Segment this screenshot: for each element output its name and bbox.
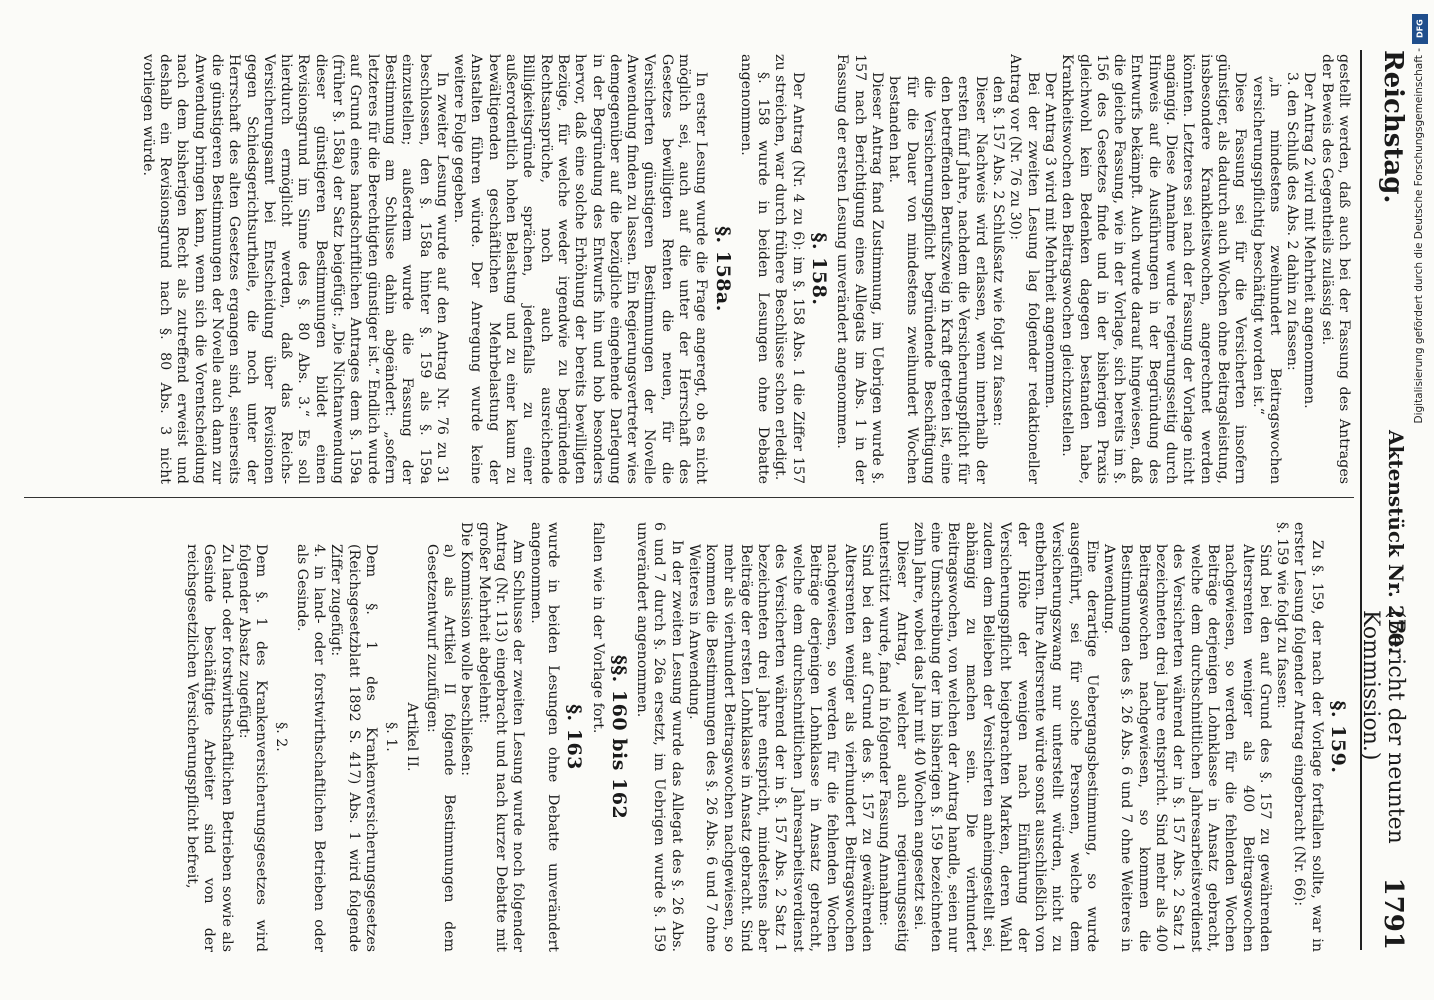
paragraph: wurde in beiden Lesungen ohne Debatte unverändert angenommen. — [527, 522, 561, 952]
quote: Dieser Nachweis wird erlassen, wenn innerhalb der ersten fünf Jahre, nachdem die Versicherungspflicht für den betreffenden Berufszweig in Kraft getreten ist, eine die Versicherungspflicht begründende Beschäftigung für die Dauer von mindestens zweihundert Wochen bestanden hat. — [886, 76, 989, 484]
paragraph: fallen wie in der Vorlage fort. — [589, 522, 606, 734]
digitization-credit — [1410, 8, 1432, 658]
header-rule — [1360, 50, 1362, 950]
paragraph: §. 159 wie folgt zu fassen: — [1274, 522, 1291, 709]
right-column — [32, 522, 1352, 952]
quote: Sind bei den auf Grund des §. 157 zu gewährenden Altersrenten weniger als vierhundert Beitragswochen nachgewiesen, so werden für die fehlenden Wochen Beiträge derjenigen Lohnklasse in Ansatz gebracht, welche dem durchschnittlichen Jahresarbeitsverdienst des Versicherten während der in §. 157 Abs. 2 Satz 1 bezeichneten drei Jahre entspricht, mindestens aber Beiträge der ersten Lohnklasse in Ansatz gebracht. Sind mehr als vierhundert Beitragswochen nachgewiesen, so kommen die Bestimmungen des §. 26 Abs. 6 und 7 ohne Weiteres in Anwendung. — [686, 544, 875, 952]
header-commission: (Bericht der neunten Kommission.) — [1358, 610, 1408, 844]
paragraph: Dem §. 1 des Krankenversicherungsgesetzes wird folgender Absatz zugefügt: — [235, 544, 270, 952]
paragraph: 3. den Schluß des Abs. 2 dahin zu fassen: — [1284, 72, 1301, 371]
paragraph: Bei der zweiten Lesung lag folgender redaktioneller Antrag vor (Nr. 76 zu 30): — [1007, 54, 1041, 484]
paragraph: Die Kommission wolle beschließen: — [458, 522, 475, 777]
quote: Sind bei den auf Grund des §. 157 zu gewährenden Altersrenten weniger als 400 Beitragswochen nachgewiesen, so werden für die fehlenden Wochen Beiträge derjenigen Lohnklasse in Ansatz gebracht, welche dem durchschnittlichen Jahresarbeitsverdienst des Versicherten während der in §. 157 Abs. 2 Satz 1 bezeichneten drei Jahre entspricht. Sind mehr als 400 Beitragswochen nachgewiesen, so kommen die Bestimmungen des §. 26 Abs. 6 und 7 ohne Weiteres in Anwendung. — [1101, 544, 1273, 952]
header-left: Reichstag. — [1378, 50, 1408, 204]
paragraph: Der Antrag 2 wird mit Mehrheit angenommen. — [1301, 72, 1318, 409]
paragraph: Der Antrag (Nr. 4 zu 6): im §. 158 Abs. 1 die Ziffer 157 zu streichen, war durch frühere Beschlüsse schon erledigt. — [772, 54, 806, 484]
paragraph: In zweiter Lesung wurde auf den Antrag Nr. 76 zu 31 beschlossen, den §. 158a hinter §. 159 als §. 159a einzustellen; außerdem wurde die Fassung der Bestimmung am Schlusse dahin abgeändert: „sofern letzteres für die Berechtigten günstiger ist.“ Endlich wurde auf Grund eines handschriftlichen Antrages dem §. 159a (früher §. 158a) der Satz beigefügt: „Die Nichtanwendung dieser günstigeren Bestimmungen bildet einen Revisionsgrund im Sinne des §. 80 Abs. 3.“ Es soll hierdurch ermöglicht werden, daß das Reichs-Versicherungsamt bei Entscheidung über Revisionen gegen Schiedsgerichtsurtheile, die noch unter der Herrschaft des alten Gesetzes ergangen sind, seinerseits die günstigeren Bestimmungen der Novelle auch dann zur Anwendung bringen kann, wenn sich die Vorentscheidung nach dem bisherigen Recht als zutreffend erweist und deshalb ein Revisionsgrund nach §. 80 Abs. 3 nicht vorliegen würde. — [139, 54, 450, 484]
header-document-number: Aktenstück Nr. 270. — [1384, 430, 1408, 654]
paragraph: Dieser Antrag fand Zustimmung, im Uebrigen wurde §. 157 nach Berichtigung eines Allegats im Abs. 1 in der Fassung der ersten Lesung unverändert angenommen. — [834, 54, 885, 484]
paragraph: a) als Artikel II folgende Bestimmungen dem Gesetzentwurf zuzufügen: — [423, 544, 458, 952]
credit-text: Digitalisierung gefördert durch die Deutsche Forschungsgemeinschaft - — [1413, 48, 1425, 424]
paragraph: Zu land- oder forstwirthschaftlichen Betrieben sowie als Gesinde beschäftigte Arbeiter sind von der reichsgesetzlichen Versicherungspflicht befreit, — [184, 544, 235, 952]
paragraph: Eine derartige Uebergangsbestimmung, so wurde ausgeführt, sei für solche Personen, welche dem Versicherungszwang nur unterstellt würden, nicht zu entbehren. Ihre Altersrente würde sonst ausschließlich von der Höhe der wenigen nach Einführung der Versicherungspflicht beigebrachten Marken, deren Wahl zudem dem Belieben der Versicherten anheimgestellt sei, abhängig zu machen sein. Die vierhundert Beitragswochen, von welchen der Antrag handle, seien nur eine Umschreibung der im bisherigen §. 159 bezeichneten zehn Jahre, wobei das Jahr mit 40 Wochen angesetzt sei. — [910, 522, 1100, 952]
section-heading: §. 163 — [563, 704, 586, 770]
paragraph: Diese Fassung sei für die Versicherten insofern günstiger, als dadurch auch Wochen ohne Beitragsleistung, insbesondere Krankheitswochen, angerechnet werden könnten. Letzteres sei nach der Fassung der Vorlage nicht angängig. Diese Annahme wurde regierungsseitig durch Hinweis auf die Ausführungen in der Begründung des Entwurfs bekämpft. Auch wurde darauf hingewiesen, daß die gleiche Fassung, wie in der Vorlage, sich bereits im §. 156 des Gesetzes finde und in der bisherigen Praxis gleichwohl kein Bedenken dagegen bestanden habe, Krankheitswochen den Beitragswochen gleichzustellen. — [1059, 54, 1249, 484]
paragraph: Zu §. 159, der nach der Vorlage fortfallen sollte, war in erster Lesung folgender Antrag eingebracht (Nr. 66): — [1291, 522, 1325, 952]
subsection-heading: §. 2. — [273, 722, 290, 752]
dfg-logo: DFG — [1412, 14, 1428, 44]
quote: „in mindestens zweihundert Beitragswochen versicherungspflichtig beschäftigt worden ist.“ — [1249, 76, 1283, 484]
paragraph: Am Schlusse der zweiten Lesung wurde noch folgender Antrag (Nr. 113) eingebracht und nach kurzer Debatte mit großer Mehrheit abgelehnt: — [475, 522, 527, 952]
paragraph: Dem §. 1 des Krankenversicherungsgesetzes (Reichsgesetzblatt 1892 S. 417) Abs. 1 wird folgende Ziffer zugefügt: — [328, 544, 379, 952]
left-column — [32, 54, 1352, 484]
section-heading: §. 158. — [808, 232, 831, 306]
paragraph: 4. in land- oder forstwirthschaftlichen Betrieben oder als Gesinde. — [293, 544, 328, 952]
paragraph: In erster Lesung wurde die Frage angeregt, ob es nicht möglich sei, auch auf die unter der Herrschaft des Gesetzes bewilligten Renten die neuen, für die Versicherten günstigeren Bestimmungen der Novelle Anwendung finden zu lassen. Ein Regierungsvertreter wies demgegenüber auf die bezügliche eingehende Darlegung in der Begründung des Entwurfs hin und hob besonders hervor, daß eine solche Erhöhung der bereits bewilligten Bezüge, für welche weder irgendwie zu begründende Rechtsansprüche, noch auch ausreichende Billigkeitsgründe sprächen, jedenfalls zu einer außerordentlich hohen Belastung und zu einer kaum zu bewältigenden geschäftlichen Mehrbelastung der Anstalten führen würde. Der Anregung wurde keine weitere Folge gegeben. — [451, 54, 710, 484]
paragraph: §. 158 wurde in beiden Lesungen ohne Debatte angenommen. — [737, 54, 772, 484]
paragraph: In der zweiten Lesung wurde das Allegat des §. 26 Abs. 6 und 7 durch §. 26a ersetzt, im Uebrigen wurde §. 159 unverändert angenommen. — [634, 522, 685, 952]
paragraph: den §. 157 Abs. 2 Schlußsatz wie folgt zu fassen: — [990, 76, 1007, 427]
section-heading: §. 158a. — [711, 226, 734, 312]
section-heading: §§. 160 bis 162 — [607, 654, 630, 820]
page-header — [1358, 50, 1408, 950]
article-heading: Artikel II. — [403, 702, 420, 772]
paragraph: gestellt werden, daß auch bei der Fassung des Antrages der Beweis des Gegentheils zulässig sei. — [1318, 54, 1352, 484]
column-divider — [24, 497, 1354, 498]
page-number: 1791 — [1378, 877, 1408, 950]
subsection-heading: §. 1. — [383, 722, 400, 752]
paragraph: Der Antrag 3 wird mit Mehrheit angenommen. — [1041, 72, 1058, 409]
paragraph: Dieser Antrag, welcher auch regierungsseitig unterstützt wurde, fand in folgender Fassung Annahme: — [876, 522, 910, 952]
section-heading: §. 159. — [1327, 700, 1349, 774]
